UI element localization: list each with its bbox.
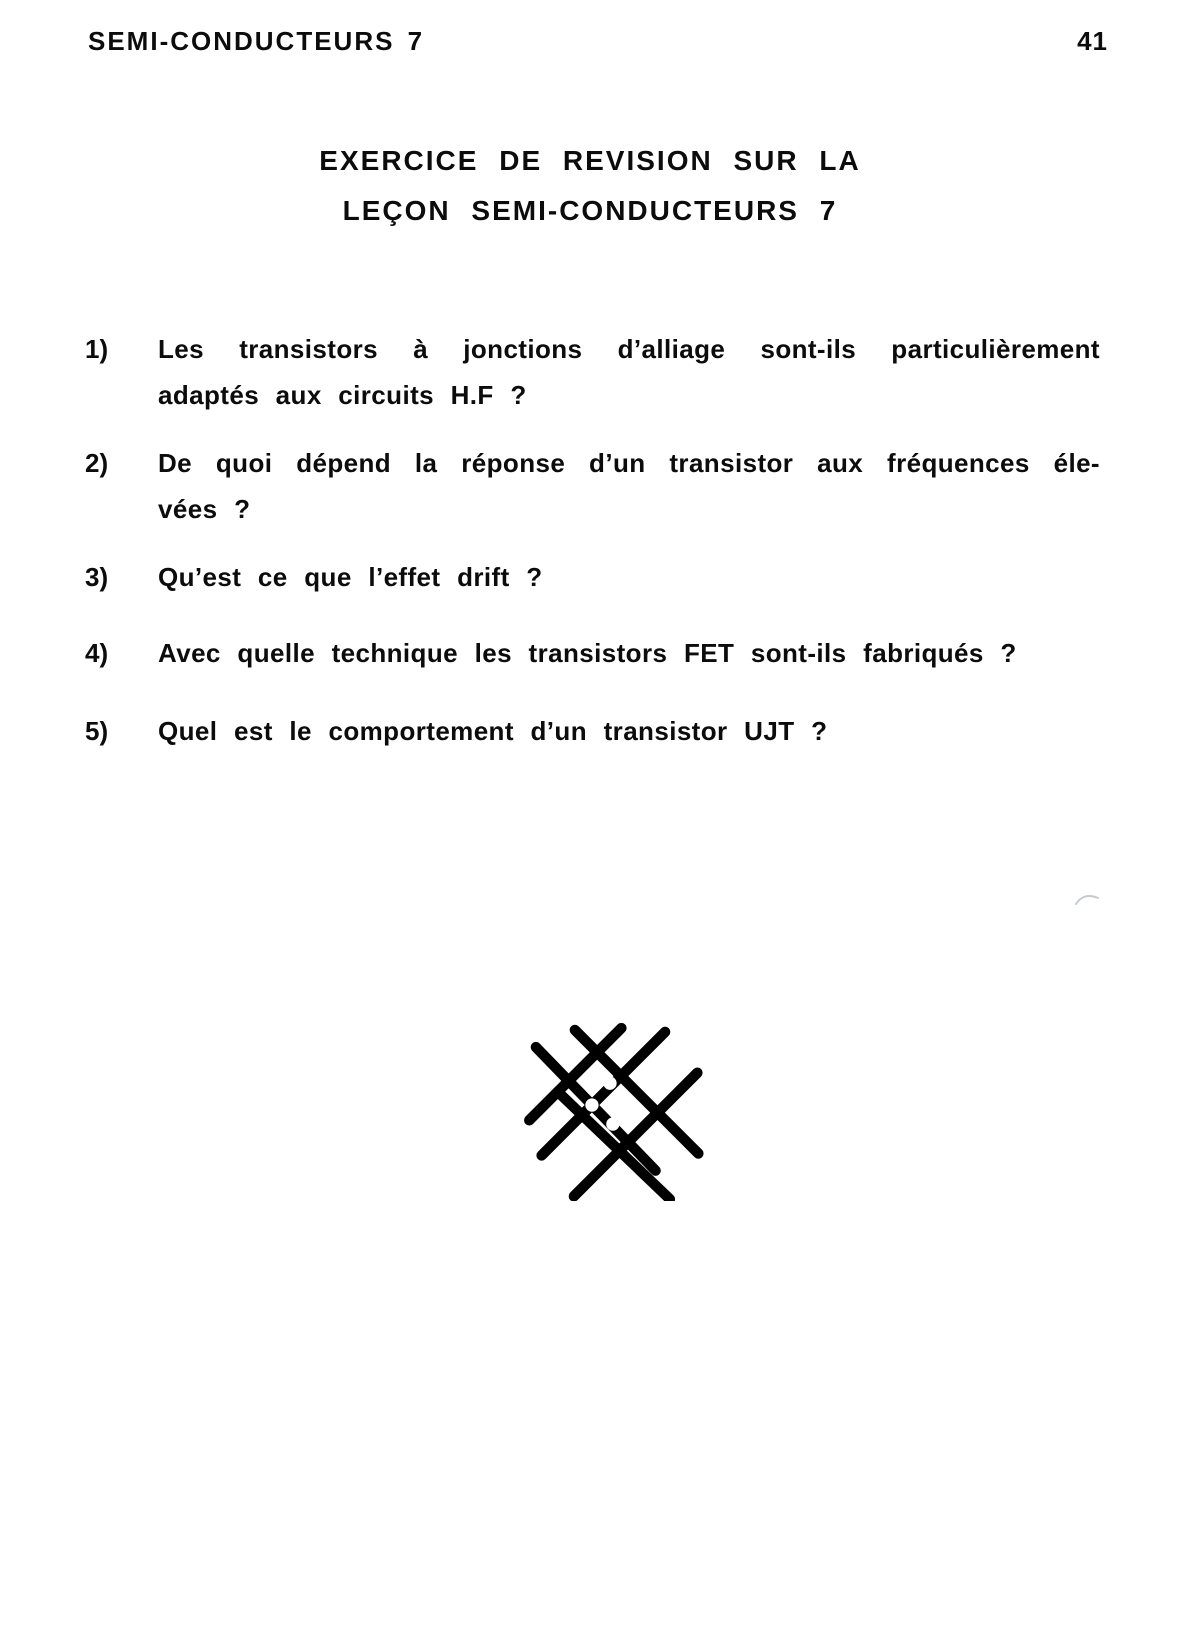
page-header-title: SEMI-CONDUCTEURS 7: [88, 26, 425, 56]
page-number: 41: [1077, 26, 1108, 56]
question-5: [85, 708, 1100, 754]
question-2-text: [158, 440, 1100, 532]
question-line: adaptés aux circuits H.F ?: [158, 380, 527, 410]
question-1-number: 1): [85, 334, 109, 364]
question-3-text: [158, 554, 1100, 600]
ink-star-mark: [515, 1011, 705, 1201]
question-2-number: 2): [85, 448, 109, 478]
question-line: Avec quelle technique les transistors FET sont-ils fabriqués ?: [158, 638, 1017, 668]
faint-pencil-mark: [1074, 890, 1104, 908]
question-5-number: 5): [85, 716, 109, 746]
question-line: Les transistors à jonctions d’alliage sont-ils particulièrement: [158, 334, 1100, 364]
question-5-text: [158, 708, 1100, 754]
exercise-title-line-1: EXERCICE DE REVISION SUR LA: [319, 145, 861, 176]
question-2: [85, 440, 1100, 532]
question-line: vées ?: [158, 494, 251, 524]
question-line: Quel est le comportement d’un transistor UJT ?: [158, 716, 828, 746]
exercise-title: [90, 136, 1090, 236]
question-4-text: [158, 630, 1100, 676]
question-4: [85, 630, 1100, 676]
question-1-text: [158, 326, 1100, 418]
question-3: [85, 554, 1100, 600]
exercise-title-line-2: LEÇON SEMI-CONDUCTEURS 7: [342, 195, 838, 226]
question-3-number: 3): [85, 562, 109, 592]
question-1: [85, 326, 1100, 418]
question-line: De quoi dépend la réponse d’un transistor aux fréquences éle-: [158, 448, 1100, 478]
question-4-number: 4): [85, 638, 109, 668]
question-line: Qu’est ce que l’effet drift ?: [158, 562, 543, 592]
